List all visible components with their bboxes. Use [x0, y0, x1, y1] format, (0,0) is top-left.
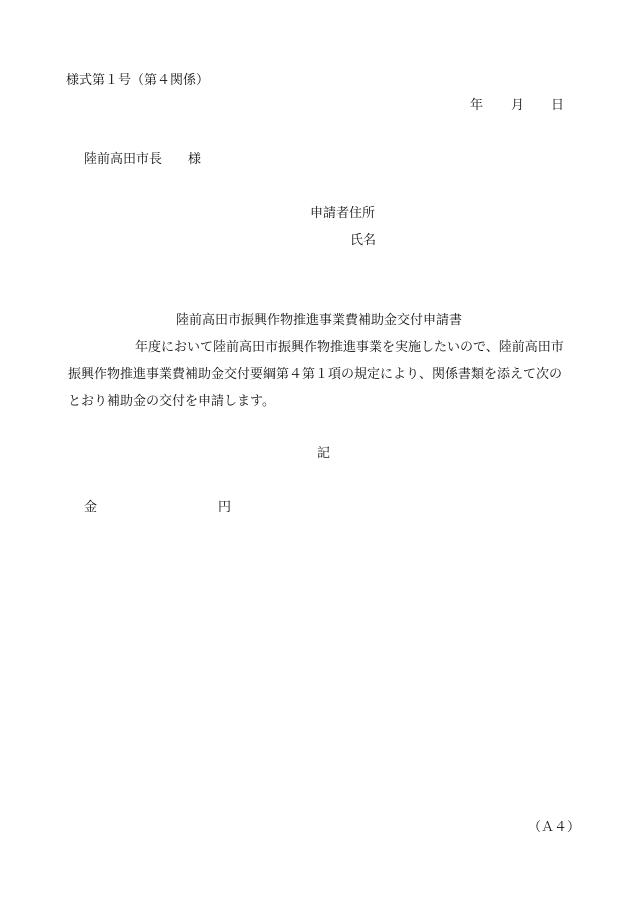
date-year-label: 年: [470, 98, 484, 113]
amount-row: [84, 501, 231, 514]
addressee: [84, 153, 201, 166]
paper-size-label: （Ａ４）: [528, 820, 581, 835]
document-title: 陸前高田市振興作物推進事業費補助金交付申請書: [176, 313, 463, 328]
addressee-name: 陸前高田市長: [84, 152, 163, 167]
body-line-2: 振興作物推進事業費補助金交付要綱第４第１項の規定により、関係書類を添えて次の: [68, 367, 563, 382]
applicant-name-label: 氏名: [350, 233, 377, 248]
body-line-3: とおり補助金の交付を申請します。: [68, 394, 275, 409]
amount-unit: 円: [218, 500, 232, 515]
addressee-honorific: 様: [188, 152, 202, 167]
form-number: 様式第１号（第４関係）: [66, 73, 210, 88]
ki-heading: 記: [317, 446, 331, 461]
date-day-label: 日: [551, 98, 565, 113]
date-line: [470, 99, 564, 112]
amount-label: 金: [84, 500, 98, 515]
date-month-label: 月: [511, 98, 525, 113]
applicant-address-label: 申請者住所: [310, 206, 376, 221]
body-line-1: 年度において陸前高田市振興作物推進事業を実施したいので、陸前高田市: [135, 340, 564, 355]
